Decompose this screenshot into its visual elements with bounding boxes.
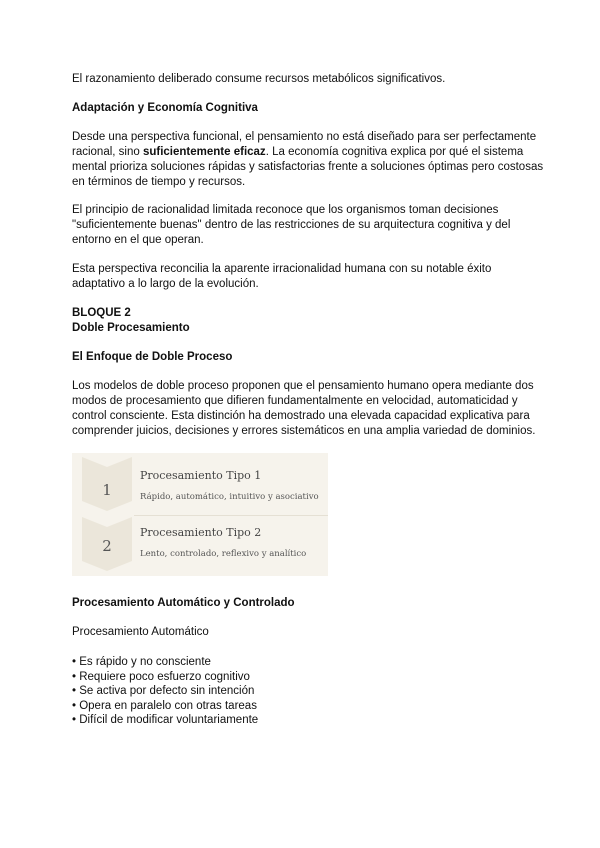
paragraph-line <box>72 145 542 160</box>
paragraph-line: Esta perspectiva reconcilia la aparente irracionalidad humana con su notable éxito <box>72 263 492 275</box>
bullet-list <box>72 655 258 728</box>
paragraph-line: mental prioriza soluciones rápidas y satisfactorias frente a soluciones óptimas pero costosas <box>72 161 544 173</box>
step-number: 2 <box>102 537 112 555</box>
paragraph-line: en términos de tiempo y recursos. <box>72 176 246 188</box>
paragraph-racionalidad <box>72 203 542 248</box>
list-item: • Opera en paralelo con otras tareas <box>72 699 257 712</box>
step-description: Lento, controlado, reflexivo y analítico <box>140 549 307 559</box>
step-description: Rápido, automático, intuitivo y asociativo <box>140 492 319 502</box>
paragraph-line: control consciente. Esta distinción ha demostrado una elevada capacidad explicativa para <box>72 410 530 422</box>
text-span: racional, sino <box>72 146 143 158</box>
block-label: BLOQUE 2 <box>72 307 131 319</box>
block-title: Doble Procesamiento <box>72 322 190 334</box>
paragraph-line: "suficientemente buenas" dentro de las restricciones de su arquitectura cognitiva y del <box>72 219 511 231</box>
step-title: Procesamiento Tipo 1 <box>140 469 262 482</box>
paragraph-line: Desde una perspectiva funcional, el pensamiento no está diseñado para ser perfectamente <box>72 131 537 143</box>
intro-line: El razonamiento deliberado consume recursos metabólicos significativos. <box>72 73 446 85</box>
list-item: • Requiere poco esfuerzo cognitivo <box>72 670 250 683</box>
paragraph-line: Los modelos de doble proceso proponen que el pensamiento humano opera mediante dos <box>72 380 534 392</box>
step-number: 1 <box>102 481 112 499</box>
process-steps-diagram <box>72 453 328 576</box>
paragraph-line: comprender juicios, decisiones y errores sistemáticos en una amplia variedad de dominios. <box>72 425 536 437</box>
subheading-automatico: Procesamiento Automático <box>72 626 209 638</box>
section-heading-adaptacion: Adaptación y Economía Cognitiva <box>72 102 258 114</box>
list-item: • Se activa por defecto sin intención <box>72 685 255 698</box>
paragraph-funcional <box>72 130 542 190</box>
bold-term: suficientemente eficaz <box>142 146 266 158</box>
paragraph-line: entorno en el que operan. <box>72 234 204 246</box>
list-item: • Es rápido y no consciente <box>72 656 211 668</box>
step-divider <box>134 515 328 516</box>
paragraph-line: El principio de racionalidad limitada reconoce que los organismos toman decisiones <box>72 204 499 216</box>
paragraph-line: modos de procesamiento que difieren fundamentalmente en velocidad, automaticidad y <box>72 395 518 407</box>
paragraph-perspectiva <box>72 262 542 292</box>
list-item: • Difícil de modificar voluntariamente <box>72 714 259 727</box>
section-heading-automatico-controlado: Procesamiento Automático y Controlado <box>72 597 295 609</box>
paragraph-doble-proceso <box>72 379 542 439</box>
step-title: Procesamiento Tipo 2 <box>140 526 262 539</box>
text-span: . La economía cognitiva explica por qué el sistema <box>265 146 524 158</box>
section-heading-doble-proceso: El Enfoque de Doble Proceso <box>72 351 233 363</box>
paragraph-line: adaptativo a lo largo de la evolución. <box>72 278 259 290</box>
